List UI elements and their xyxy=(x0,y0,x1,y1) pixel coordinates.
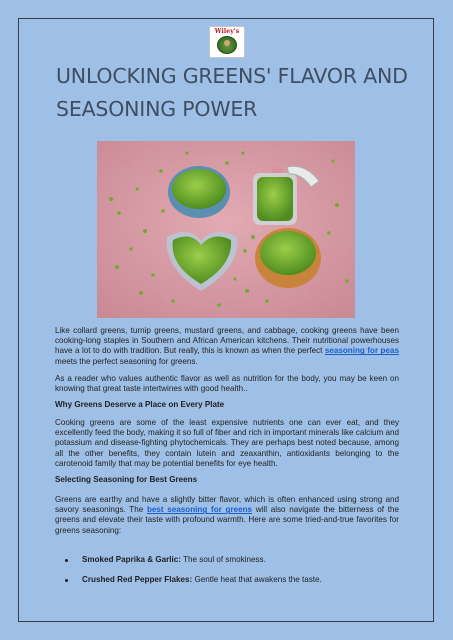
seasoning-list xyxy=(55,555,399,585)
select-text-end: will also navigate the bitterness of the greens and elevate their taste with profound warmth. Here are some tried-and-true favorites for greens seasoning: xyxy=(55,505,399,535)
reader-paragraph: As a reader who values authentic flavor as well as nutrition for the body, you may be keen on knowing that great taste intertwines with good health.. xyxy=(55,374,399,394)
intro-paragraph xyxy=(55,326,399,367)
bullet-icon xyxy=(65,559,68,562)
intro-text-end: meets the perfect seasoning for greens. xyxy=(55,356,198,366)
selecting-seasoning-heading: Selecting Seasoning for Best Greens xyxy=(55,475,198,484)
logo-text: Wiley's xyxy=(214,28,240,35)
select-text-start: Greens are earthy and have a slightly bitter flavor, which is often enhanced using strong and savory seasonings. The xyxy=(55,495,399,515)
logo-emblem-icon xyxy=(217,36,237,54)
list-item xyxy=(55,575,399,585)
best-seasoning-for-greens-link[interactable]: best seasoning for greens xyxy=(146,505,253,515)
seasoning-for-peas-link[interactable]: seasoning for peas xyxy=(324,346,400,356)
list-item-label: Crushed Red Pepper Flakes: xyxy=(82,575,193,584)
list-item xyxy=(55,555,399,565)
why-greens-paragraph: Cooking greens are some of the least expensive nutrients one can ever eat, and they excellently feed the body, making it so full of fiber and rich in important minerals like calcium and potassium and disease-fighting phytochemicals. They are perhaps best noted because, among all the other benefits, they contain lutein and zeaxanthin, antioxidants belonging to the carotenoid family that may be potential benefits for eye health. xyxy=(55,418,399,468)
list-item-text: Gentle heat that awakens the taste. xyxy=(192,575,322,584)
split-peas-photo xyxy=(97,141,355,318)
intro-text-start: Like collard greens, turnip greens, mustard greens, and cabbage, cooking greens have been cooking-long staples in Southern and African American kitchens. Their nutritional powerhouses have a lot to do with tradition. But really, this is known as when the perfect xyxy=(55,326,399,356)
list-item-label: Smoked Paprika & Garlic: xyxy=(82,555,181,564)
list-item-text: The soul of smokiness. xyxy=(180,555,266,564)
bullet-icon xyxy=(65,579,68,582)
page-title: UNLOCKING GREENS' FLAVOR AND SEASONING POWER xyxy=(56,64,408,121)
why-greens-heading: Why Greens Deserve a Place on Every Plate xyxy=(55,400,225,409)
selecting-seasoning-paragraph xyxy=(55,495,399,536)
brand-logo[interactable] xyxy=(209,26,245,58)
